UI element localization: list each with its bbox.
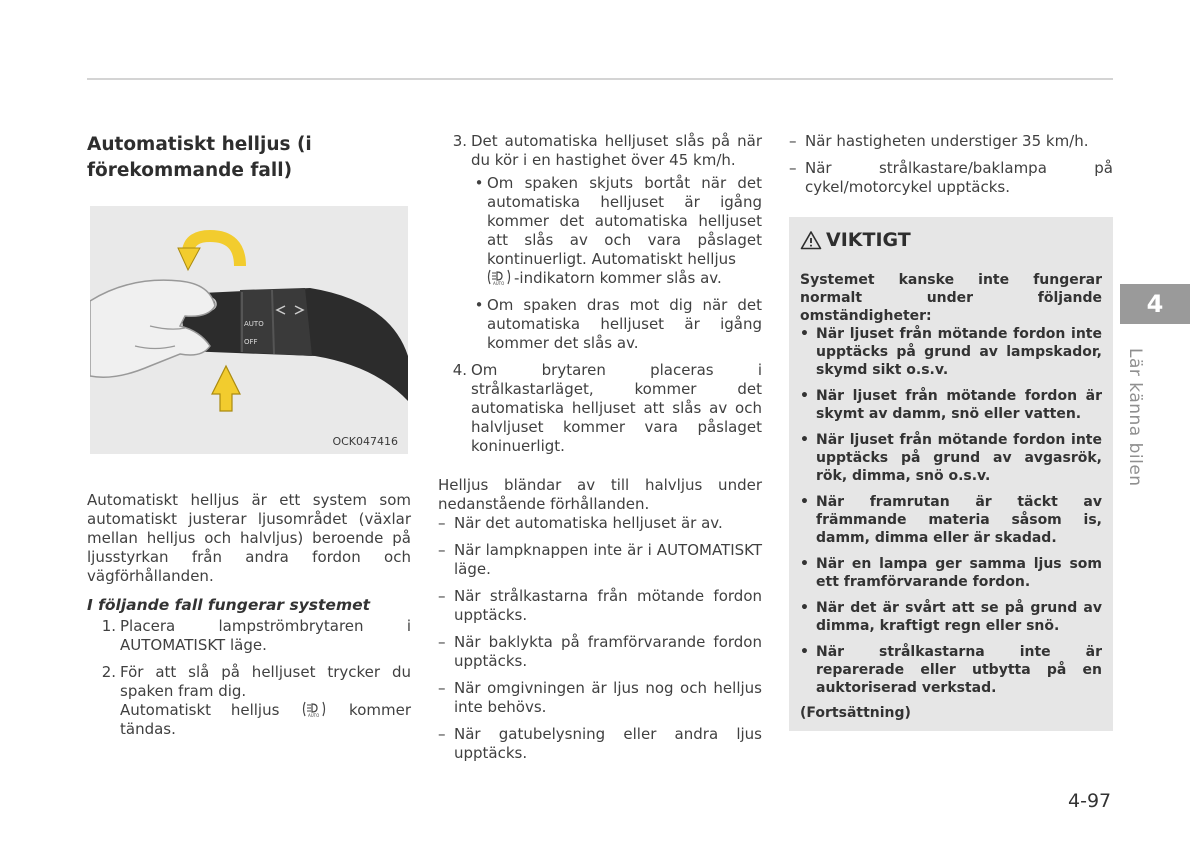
dim-condition-item: – När baklykta på framförvarande fordon upptäcks.: [438, 633, 762, 670]
step-item: [87, 617, 411, 655]
auto-high-beam-icon: [487, 269, 511, 286]
dim-conditions-list: [438, 514, 762, 763]
figure-code: OCK047416: [332, 435, 398, 448]
warning-lead: Systemet kanske inte fungerar normalt under följande omständigheter:: [800, 272, 1102, 324]
header-rule: [87, 78, 1113, 80]
step-number: 1.: [101, 617, 116, 635]
bullet-item: • Om spaken dras mot dig när det automatiska helljuset är igång kommer det slås av.: [474, 296, 762, 352]
intro-paragraph: Automatiskt helljus är ett system som automatiskt justerar ljusområdet (växlar mellan helljus och halvljus) beroende på ljusstyrkan från andra fordon och vägförhållanden.: [87, 491, 411, 585]
chapter-tab: 4: [1120, 284, 1190, 324]
step-item: [438, 132, 762, 170]
stalk-label-off: OFF: [244, 338, 258, 346]
dim-condition-text: När hastigheten understiger 35 km/h.: [805, 132, 1089, 150]
dim-condition-item: – När gatubelysning eller andra ljus upptäcks.: [438, 725, 762, 762]
column-left: [87, 132, 411, 747]
dim-condition-text: När det automatiska helljuset är av.: [454, 514, 723, 532]
warning-item: • När det är svårt att se på grund av dimma, kraftigt regn eller snö.: [800, 600, 1102, 634]
dim-intro: Helljus bländar av till halvljus under nedanstående förhållanden.: [438, 476, 762, 513]
warning-header: [800, 229, 1102, 251]
light-stalk-illustration: [90, 206, 408, 454]
step-number: 4.: [452, 361, 467, 379]
warning-box: [789, 217, 1113, 731]
warning-triangle-icon: [800, 230, 822, 250]
warning-list: [800, 325, 1102, 697]
bullet-text: Om spaken skjuts bortåt när det automatiska helljuset är igång kommer det automatiska helljuset att slås av och vara påslaget kontinuerligt. Automatiskt helljus: [487, 174, 762, 268]
dim-condition-item: – När strålkastarna från mötande fordon upptäcks.: [438, 587, 762, 624]
dim-condition-item: – När omgivningen är ljus nog och helljus inte behövs.: [438, 679, 762, 716]
step-number: 2.: [101, 663, 116, 681]
step-text: För att slå på helljuset trycker du spaken fram dig.: [120, 663, 411, 700]
warning-item-text: När ljuset från mötande fordon inte upptäcks på grund av lampskador, skymd sikt o.s.v.: [816, 326, 1102, 378]
dim-conditions-list-continued: [789, 132, 1113, 197]
step-item: [438, 361, 762, 456]
auto-high-beam-icon: [302, 701, 326, 718]
svg-text:AUTO: AUTO: [493, 281, 505, 286]
bullet-text-after: -indikatorn kommer slås av.: [514, 269, 722, 287]
warning-item: • När framrutan är täckt av främmande materia såsom is, damm, dimma eller är skadad.: [800, 494, 1102, 546]
column-right: [789, 132, 1113, 731]
warning-item: • När en lampa ger samma ljus som ett framförvarande fordon.: [800, 556, 1102, 590]
dim-condition-text: När lampknappen inte är i AUTOMATISKT läge.: [454, 541, 762, 578]
bullet-item: • Om spaken skjuts bortåt när det automatiska helljuset är igång kommer det automatiska helljuset att slås av och vara påslaget kontinuerligt. Automatiskt helljus AUTO -indikatorn kommer slås av.: [474, 174, 762, 287]
page-number: 4-97: [1068, 790, 1112, 812]
warning-item: • När ljuset från mötande fordon är skymt av damm, snö eller vatten.: [800, 388, 1102, 422]
dim-condition-text: När baklykta på framförvarande fordon upptäcks.: [454, 633, 762, 670]
step-extra-after: kommer tändas.: [120, 701, 411, 738]
step-item: [87, 663, 411, 739]
step-extra-before: Automatiskt helljus: [120, 701, 280, 719]
dim-condition-text: När omgivningen är ljus nog och helljus inte behövs.: [454, 679, 762, 716]
warning-title: VIKTIGT: [826, 229, 911, 251]
warning-item-text: När en lampa ger samma ljus som ett framförvarande fordon.: [816, 556, 1102, 590]
step-text: Det automatiska helljuset slås på när du kör i en hastighet över 45 km/h.: [471, 132, 762, 169]
dim-condition-item: – När det automatiska helljuset är av.: [438, 514, 762, 533]
warning-item-text: När strålkastarna inte är reparerade eller utbytta på en auktoriserad verkstad.: [816, 644, 1102, 696]
step-text: Om brytaren placeras i strålkastarläget, kommer det automatiska helljuset att slås av och halvljuset kommer vara påslaget koninuerligt.: [471, 361, 762, 455]
warning-item-text: När ljuset från mötande fordon är skymt av damm, snö eller vatten.: [816, 388, 1102, 422]
warning-item-text: När ljuset från mötande fordon inte upptäcks på grund av avgasrök, rök, dimma, snö o.s.v.: [816, 432, 1102, 484]
dim-condition-text: När gatubelysning eller andra ljus upptäcks.: [454, 725, 762, 762]
warning-item: • När ljuset från mötande fordon inte upptäcks på grund av avgasrök, rök, dimma, snö o.s.v.: [800, 432, 1102, 484]
section-title: Automatiskt helljus (i förekommande fall): [87, 134, 312, 181]
dim-condition-item: – När hastigheten understiger 35 km/h.: [789, 132, 1113, 151]
continued-note: (Fortsättning): [800, 705, 911, 721]
chapter-title: Lär känna bilen: [1125, 348, 1145, 487]
dim-condition-item: – När lampknappen inte är i AUTOMATISKT läge.: [438, 541, 762, 578]
warning-item-text: När det är svårt att se på grund av dimma, kraftigt regn eller snö.: [816, 600, 1102, 634]
warning-item-text: När framrutan är täckt av främmande materia såsom is, damm, dimma eller är skadad.: [816, 494, 1102, 546]
subheading: I följande fall fungerar systemet: [87, 596, 371, 614]
bullet-text: Om spaken dras mot dig när det automatiska helljuset är igång kommer det slås av.: [487, 296, 762, 352]
dim-condition-item: – När strålkastare/baklampa på cykel/motorcykel upptäcks.: [789, 159, 1113, 196]
svg-text:AUTO: AUTO: [308, 713, 320, 718]
dim-condition-text: När strålkastare/baklampa på cykel/motorcykel upptäcks.: [805, 159, 1113, 196]
dim-condition-text: När strålkastarna från mötande fordon upptäcks.: [454, 587, 762, 624]
figure-light-stalk: [90, 206, 408, 454]
warning-item: • När strålkastarna inte är reparerade eller utbytta på en auktoriserad verkstad.: [800, 644, 1102, 696]
column-middle: [438, 132, 762, 771]
step-number: 3.: [452, 132, 467, 150]
stalk-label-auto: AUTO: [244, 320, 264, 328]
step-text: Placera lampströmbrytaren i AUTOMATISKT läge.: [120, 617, 411, 654]
chapter-title-vertical: [1125, 348, 1159, 488]
warning-item: • När ljuset från mötande fordon inte upptäcks på grund av lampskador, skymd sikt o.s.v.: [800, 326, 1102, 378]
